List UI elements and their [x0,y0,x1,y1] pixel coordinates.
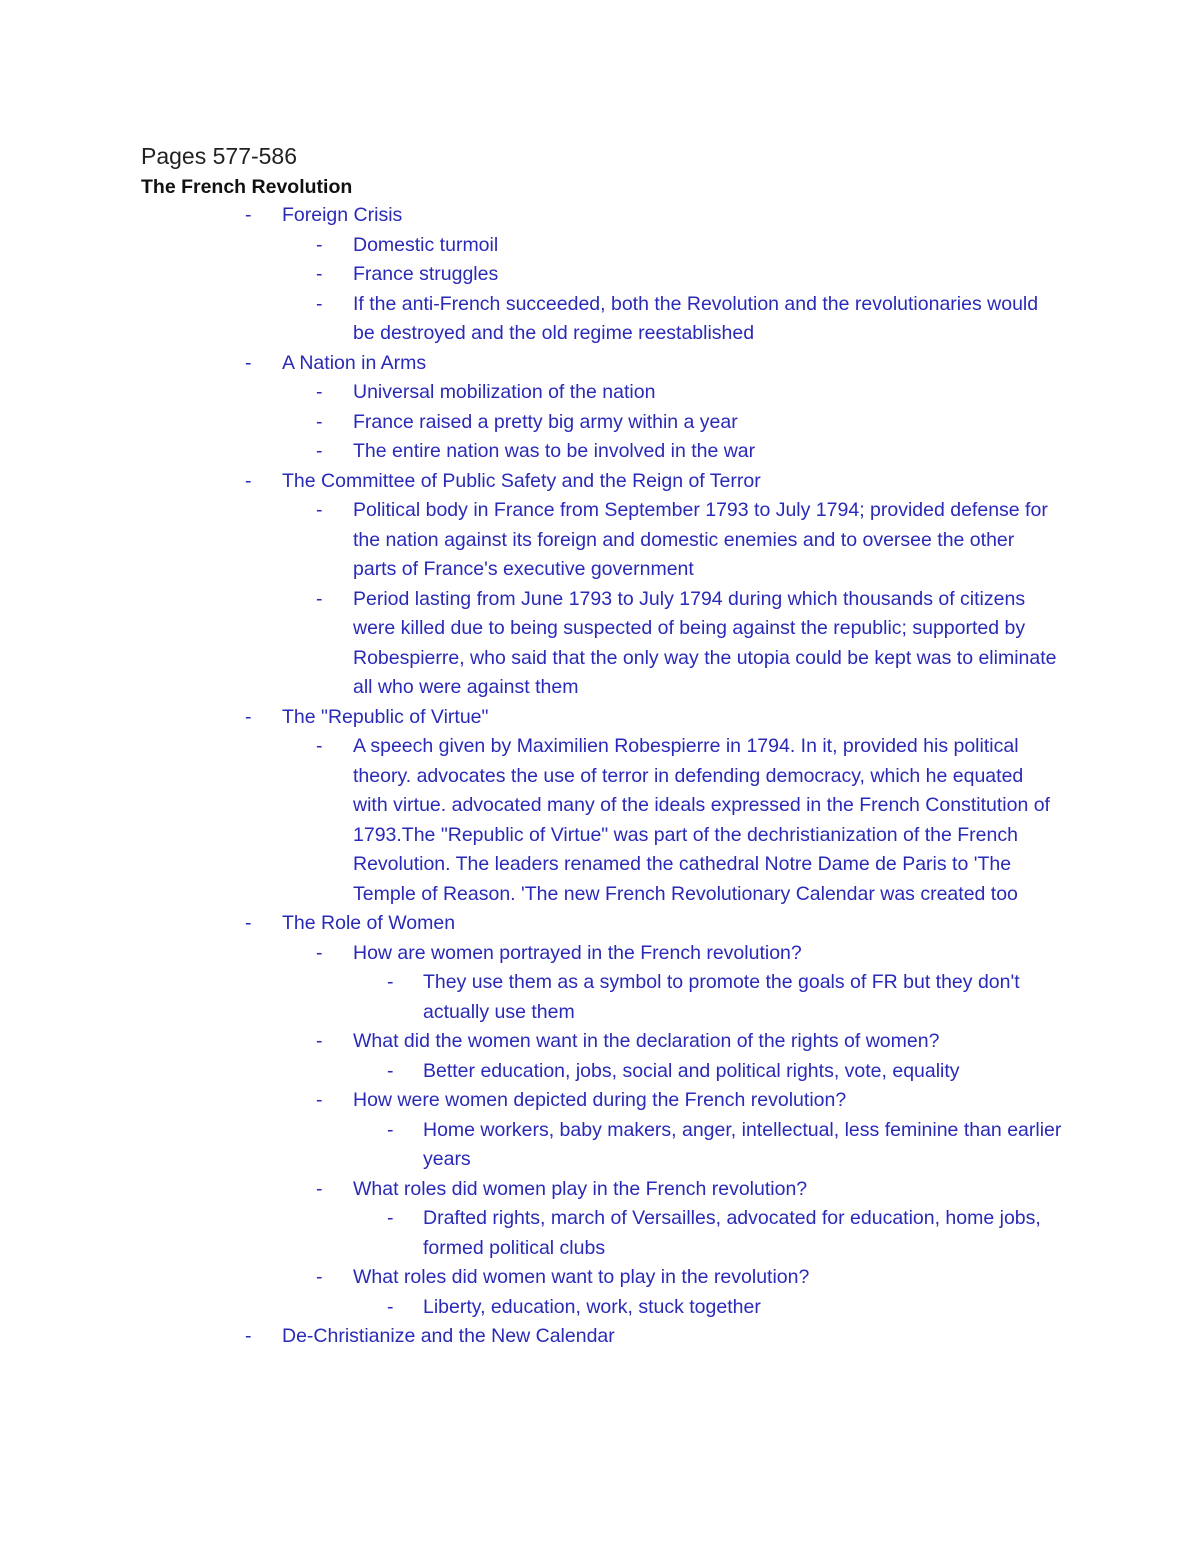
outline-item-level-2 [0,231,1063,261]
outline-item-text: A speech given by Maximilien Robespierre in 1794. In it, provided his political theory. advocates the use of terror in defending democracy, which he equated with virtue. advocated many of the ideals expressed in the French Constitution of 1793.The "Republic of Virtue" was part of the dechristianization of the French Revolution. The leaders renamed the cathedral Notre Dame de Paris to 'The Temple of Reason. 'The new French Revolutionary Calendar was created too [353,735,1050,905]
outline-item-level-2 [0,496,1063,585]
outline-item-level-2 [0,1263,1063,1293]
page-range-heading: Pages 577-586 [141,143,298,169]
outline-item-level-2 [0,1175,1063,1205]
outline-item-text: Universal mobilization of the nation [353,381,656,403]
outline-item-text: How were women depicted during the French revolution? [353,1089,847,1111]
outline-item-text: The Committee of Public Safety and the Reign of Terror [282,469,761,492]
outline-item-level-3 [0,1057,1063,1087]
outline-item-text: Domestic turmoil [353,233,499,256]
outline-item-level-1 [0,1322,1062,1352]
outline-item-level-3 [0,1293,1063,1323]
outline-item-level-1 [0,201,1062,231]
bullet-dash-icon: - [316,263,323,285]
outline-item-level-2 [0,437,1063,467]
outline-item-text: Liberty, education, work, stuck together [423,1295,761,1318]
bullet-dash-icon: - [245,1325,252,1347]
outline-item-level-1 [0,467,1062,497]
outline-item-text: What did the women want in the declaration of the rights of women? [353,1030,940,1052]
outline-item-level-2 [0,290,1063,349]
bullet-dash-icon: - [387,1207,394,1229]
outline-item-level-2 [0,1027,1063,1057]
bullet-dash-icon: - [245,204,252,226]
outline-item-level-2 [0,260,1063,290]
outline-item-level-3 [0,1116,1063,1175]
bullet-dash-icon: - [387,1118,394,1141]
bullet-dash-icon: - [245,912,252,934]
bullet-dash-icon: - [316,233,323,256]
bullet-dash-icon: - [316,1177,323,1200]
bullet-dash-icon: - [316,440,323,462]
outline-item-text: Foreign Crisis [282,204,403,226]
bullet-dash-icon: - [316,1089,323,1111]
outline-item-text: What roles did women play in the French revolution? [353,1177,808,1200]
bullet-dash-icon: - [316,499,323,521]
outline-item-text: If the anti-French succeeded, both the Revolution and the revolutionaries would be destroyed and the old regime reestablished [353,292,1039,344]
bullet-dash-icon: - [316,1030,323,1052]
outline-item-level-2 [0,939,1063,969]
outline-item-text: Home workers, baby makers, anger, intellectual, less feminine than earlier years [423,1118,1062,1170]
bullet-dash-icon: - [316,292,323,315]
outline-item-text: The Role of Women [282,912,456,934]
outline-item-text: France struggles [353,263,499,285]
outline-item-text: Better education, jobs, social and political rights, vote, equality [423,1059,960,1082]
outline-item-text: The entire nation was to be involved in the war [353,440,756,462]
outline-item-text: The "Republic of Virtue" [282,705,489,728]
outline-item-level-2 [0,408,1063,438]
outline-item-level-2 [0,732,1063,909]
outline-item-level-1 [0,909,1062,939]
outline-item-text: They use them as a symbol to promote the goals of FR but they don't actually use them [423,971,1020,1023]
outline-item-text: Political body in France from September 1793 to July 1794; provided defense for the nation against its foreign and domestic enemies and to oversee the other parts of France's executive government [353,499,1048,580]
outline-item-level-3 [0,1204,1063,1263]
outline-item-text: A Nation in Arms [282,351,427,374]
outline-item-level-2 [0,585,1063,703]
notes-outline [0,201,1200,1352]
bullet-dash-icon: - [245,469,252,492]
outline-item-text: How are women portrayed in the French revolution? [353,941,802,964]
bullet-dash-icon: - [387,971,394,993]
bullet-dash-icon: - [387,1059,394,1082]
outline-item-level-1 [0,349,1062,379]
bullet-dash-icon: - [316,410,323,433]
bullet-dash-icon: - [245,351,252,374]
bullet-dash-icon: - [316,381,323,403]
bullet-dash-icon: - [316,735,323,757]
outline-item-text: Period lasting from June 1793 to July 1794 during which thousands of citizens were killed due to being suspected of being against the republic; supported by Robespierre, who said that the only way the utopia could be kept was to eliminate all who were against them [353,587,1057,698]
outline-item-level-3 [0,968,1063,1027]
bullet-dash-icon: - [316,941,323,964]
bullet-dash-icon: - [245,705,252,728]
outline-item-text: Drafted rights, march of Versailles, advocated for education, home jobs, formed political clubs [423,1207,1041,1259]
outline-item-level-1 [0,703,1062,733]
outline-item-text: De-Christianize and the New Calendar [282,1325,615,1347]
bullet-dash-icon: - [316,587,323,610]
document-title: The French Revolution [141,176,353,198]
outline-item-text: What roles did women want to play in the revolution? [353,1266,810,1288]
outline-item-level-2 [0,1086,1063,1116]
bullet-dash-icon: - [387,1295,394,1318]
bullet-dash-icon: - [316,1266,323,1288]
outline-item-level-2 [0,378,1063,408]
outline-item-text: France raised a pretty big army within a year [353,410,738,433]
